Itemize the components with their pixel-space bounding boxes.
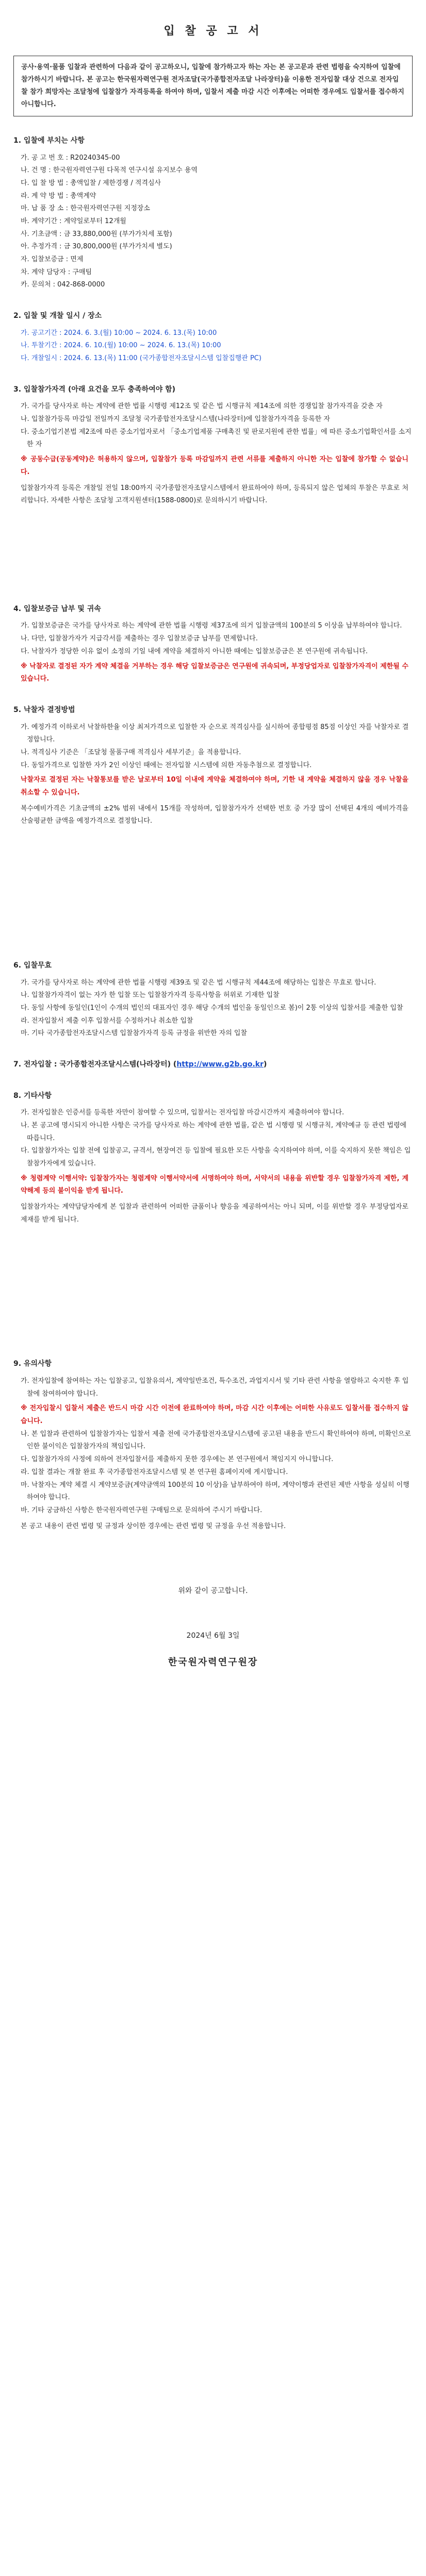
list-item: 가. 예정가격 이하로서 낙찰하한율 이상 최저가격으로 입찰한 자 순으로 적격심사를 실시하여 종합평점 85점 이상인 자를 낙찰자로 결정합니다. [21, 723, 409, 744]
section-qualification [13, 383, 413, 507]
section-title: 9. 유의사항 [13, 1360, 52, 1368]
section-e-bidding [13, 1058, 413, 1072]
section-title: 8. 기타사항 [13, 1091, 52, 1100]
warning-text: ※ 공동수급(공동계약)은 허용하지 않으며, 입찰참가 등록 마감일까지 관련 서류를 제출하지 아니한 자는 입찰에 참가할 수 없습니다. [21, 455, 408, 476]
section-invalid-bids [13, 959, 413, 1040]
section-deposit [13, 602, 413, 686]
document-title: 입 찰 공 고 서 [163, 25, 263, 38]
announcement-date: 2024년 6월 3일 [186, 1631, 240, 1640]
list-item: 다. 입 찰 방 법 : 총액입찰 / 제한경쟁 / 적격심사 [21, 179, 161, 187]
section-title: 3. 입찰참가자격 (아래 요건을 모두 충족하여야 함) [13, 385, 176, 394]
list-item: 아. 추정가격 : 금 30,800,000원 (부가가치세 별도) [21, 243, 172, 251]
list-item: 나. 투찰기간 : 2024. 6. 10.(월) 10:00 ~ 2024. 6. 13.(목) 10:00 [21, 342, 221, 350]
section-title: 6. 입찰무효 [13, 961, 52, 970]
list-item: 바. 계약기간 : 계약일로부터 12개월 [21, 217, 126, 226]
list-item: 다. 낙찰자가 정당한 이유 없이 소정의 기일 내에 계약을 체결하지 아니한 때에는 입찰보증금은 본 연구원에 귀속됩니다. [21, 647, 368, 655]
paragraph: 본 공고 내용이 관련 법령 및 규정과 상이한 경우에는 관련 법령 및 규정을 우선 적용합니다. [21, 1522, 286, 1530]
issuing-organization: 한국원자력연구원장 [168, 1657, 258, 1668]
paragraph: 입찰참가자격 등록은 개찰일 전일 18:00까지 국가종합전자조달시스템에서 완료하여야 하며, 등록되지 않은 업체의 투찰은 무효로 처리합니다. 자세한 사항은 조달청 고객지원센터(1588-0800)로 문의하시기 바랍니다. [21, 484, 408, 505]
section-misc [13, 1089, 413, 1227]
list-item: 가. 국가를 당사자로 하는 계약에 관한 법률 시행령 제39조 및 같은 법 시행규칙 제44조에 해당하는 입찰은 무효로 합니다. [21, 978, 376, 987]
list-item: 나. 본 입찰과 관련하여 입찰참가자는 입찰서 제출 전에 국가종합전자조달시스템에 공고된 내용을 반드시 확인하여야 하며, 미확인으로 인한 불이익은 입찰참가자의 책임입니다. [21, 1430, 411, 1451]
list-item: 가. 전자입찰에 참여하는 자는 입찰공고, 입찰유의서, 계약일반조건, 특수조건, 과업지시서 및 기타 관련 사항을 열람하고 숙지한 후 입찰에 참여하여야 합니다. [21, 1377, 409, 1398]
list-item: 라. 입찰 결과는 개찰 완료 후 국가종합전자조달시스템 및 본 연구원 홈페이지에 게시합니다. [21, 1468, 288, 1476]
list-item: 가. 공 고 번 호 : R20240345-00 [21, 154, 120, 162]
section-cautions [13, 1357, 413, 1533]
section-title-text: 7. 전자입찰 : 국가종합전자조달시스템(나라장터) [13, 1060, 171, 1069]
warning-text: ※ 낙찰자로 결정된 자가 계약 체결을 거부하는 경우 해당 입찰보증금은 연구원에 귀속되며, 부정당업자로 입찰참가자격이 제한될 수 있습니다. [21, 662, 408, 683]
section-title: 4. 입찰보증금 납부 및 귀속 [13, 604, 101, 613]
list-item: 마. 낙찰자는 계약 체결 시 계약보증금(계약금액의 100분의 10 이상)을 납부하여야 하며, 계약이행과 관련된 제반 사항을 성실히 이행하여야 합니다. [21, 1481, 409, 1502]
section-title: 7. 전자입찰 : 국가종합전자조달시스템(나라장터) (http://www.g2b.go.kr) [13, 1060, 267, 1069]
spacer [13, 1226, 413, 1340]
list-item: 나. 입찰참가자격이 없는 자가 한 입찰 또는 입찰참가자격 등록사항을 허위로 기재한 입찰 [21, 991, 280, 999]
list-item: 차. 계약 담당자 : 구매팀 [21, 268, 92, 276]
list-item: 다. 입찰참가자는 입찰 전에 입찰공고, 규격서, 현장여건 등 입찰에 필요한 모든 사항을 숙지하여야 하며, 이를 숙지하지 못한 책임은 입찰참가자에게 있습니다. [21, 1147, 411, 1167]
paragraph: 복수예비가격은 기초금액의 ±2% 범위 내에서 15개를 작성하며, 입찰참가자가 선택한 번호 중 가장 많이 선택된 4개의 예비가격을 산술평균한 금액을 예정가격으로 결정합니다. [21, 804, 408, 825]
g2b-link[interactable]: http://www.g2b.go.kr [176, 1060, 264, 1069]
list-item: 카. 문의처 : 042-868-0000 [21, 281, 105, 289]
section-award-method [13, 703, 413, 828]
list-item: 나. 다만, 입찰참가자가 지급각서를 제출하는 경우 입찰보증금 납부를 면제합니다. [21, 635, 258, 643]
spacer [13, 828, 413, 941]
list-item: 다. 동일가격으로 입찰한 자가 2인 이상인 때에는 전자입찰 시스템에 의한 자동추첨으로 결정합니다. [21, 761, 312, 769]
closing-text: 위와 같이 공고합니다. [178, 1587, 248, 1596]
list-item: 자. 입찰보증금 : 면제 [21, 256, 84, 264]
list-item: 가. 전자입찰은 인증서를 등록한 자만이 참여할 수 있으며, 입찰서는 전자입찰 마감시간까지 제출하여야 합니다. [21, 1109, 345, 1117]
section-bid-items [13, 134, 413, 292]
list-item: 다. 입찰참가자의 사정에 의하여 전자입찰서를 제출하지 못한 경우에는 본 연구원에서 책임지지 아니합니다. [21, 1455, 334, 1464]
list-item: 마. 기타 국가종합전자조달시스템 입찰참가자격 등록 규정을 위반한 자의 입찰 [21, 1029, 248, 1038]
list-item: 나. 건 명 : 한국원자력연구원 다목적 연구시설 유지보수 용역 [21, 166, 198, 175]
list-item: 다. 개찰일시 : 2024. 6. 13.(목) 11:00 (국가종합전자조달시스템 입찰집행관 PC) [21, 354, 261, 363]
notice-box: 공사·용역·물품 입찰과 관련하여 다음과 같이 공고하오니, 입찰에 참가하고자 하는 자는 본 공고문과 관련 법령을 숙지하여 입찰에 참가하시기 바랍니다. 본 공고는 한국원자력연구원 전자조달(국가종합전자조달 나라장터)을 이용한 전자입찰 대상 건으로 전자입찰 참가 희망자는 조달청에 입찰참가 자격등록을 하여야 하며, 입찰서 제출 마감 시간 이후에는 어떠한 경우에도 입찰서를 접수하지 아니합니다. [13, 56, 413, 116]
list-item: 바. 기타 궁금하신 사항은 한국원자력연구원 구매팀으로 문의하여 주시기 바랍니다. [21, 1506, 263, 1514]
section-title: 2. 입찰 및 개찰 일시 / 장소 [13, 312, 102, 320]
section-title: 1. 입찰에 부치는 사항 [13, 136, 85, 145]
list-item: 나. 본 공고에 명시되지 아니한 사항은 국가를 당사자로 하는 계약에 관한 법률, 같은 법 시행령 및 시행규칙, 계약예규 등 관련 법령에 따릅니다. [21, 1121, 407, 1142]
list-item: 사. 기초금액 : 금 33,880,000원 (부가가치세 포함) [21, 230, 172, 238]
section-title: 5. 낙찰자 결정방법 [13, 705, 75, 714]
warning-text: 낙찰자로 결정된 자는 낙찰통보를 받은 날로부터 10일 이내에 계약을 체결하여야 하며, 기한 내 계약을 체결하지 않을 경우 낙찰을 취소할 수 있습니다. [21, 776, 408, 796]
warning-text: ※ 청렴계약 이행서약: 입찰참가자는 청렴계약 이행서약서에 서명하여야 하며, 서약서의 내용을 위반할 경우 입찰참가자격 제한, 계약해제 등의 불이익을 받게 됩니다. [21, 1174, 408, 1195]
list-item: 가. 공고기간 : 2024. 6. 3.(월) 10:00 ~ 2024. 6. 13.(목) 10:00 [21, 329, 217, 337]
section-schedule [13, 309, 413, 365]
list-item: 라. 계 약 방 법 : 총액계약 [21, 192, 96, 200]
list-item: 마. 납 품 장 소 : 한국원자력연구원 지정장소 [21, 205, 150, 213]
list-item: 다. 중소기업기본법 제2조에 따른 중소기업자로서 「중소기업제품 구매촉진 및 판로지원에 관한 법률」에 따른 중소기업확인서를 소지한 자 [21, 428, 412, 449]
spacer [13, 507, 413, 585]
spacer [13, 1533, 413, 1553]
list-item: 가. 입찰보증금은 국가를 당사자로 하는 계약에 관한 법률 시행령 제37조에 의거 입찰금액의 100분의 5 이상을 납부하여야 합니다. [21, 622, 402, 630]
list-item: 다. 동일 사항에 동일인(1인이 수개의 법인의 대표자인 경우 해당 수개의 법인을 동일인으로 봄)이 2통 이상의 입찰서를 제출한 입찰 [21, 1004, 403, 1012]
list-item: 가. 국가를 당사자로 하는 계약에 관한 법률 시행령 제12조 및 같은 법 시행규칙 제14조에 의한 경쟁입찰 참가자격을 갖춘 자 [21, 402, 383, 411]
paragraph: 입찰참가자는 계약담당자에게 본 입찰과 관련하여 어떠한 금품이나 향응을 제공하여서는 아니 되며, 이를 위반할 경우 부정당업자로 제재를 받게 됩니다. [21, 1203, 408, 1224]
list-item: 나. 적격심사 기준은 「조달청 물품구매 적격심사 세부기준」을 적용합니다. [21, 748, 241, 756]
list-item: 나. 입찰참가등록 마감일 전일까지 조달청 국가종합전자조달시스템(나라장터)에 입찰참가자격을 등록한 자 [21, 415, 330, 423]
warning-text: ※ 전자입찰시 입찰서 제출은 반드시 마감 시간 이전에 완료하여야 하며, 마감 시간 이후에는 어떠한 사유로도 입찰서를 접수하지 않습니다. [21, 1404, 408, 1426]
list-item: 라. 전자입찰서 제출 이후 입찰서를 수정하거나 취소한 입찰 [21, 1016, 193, 1025]
